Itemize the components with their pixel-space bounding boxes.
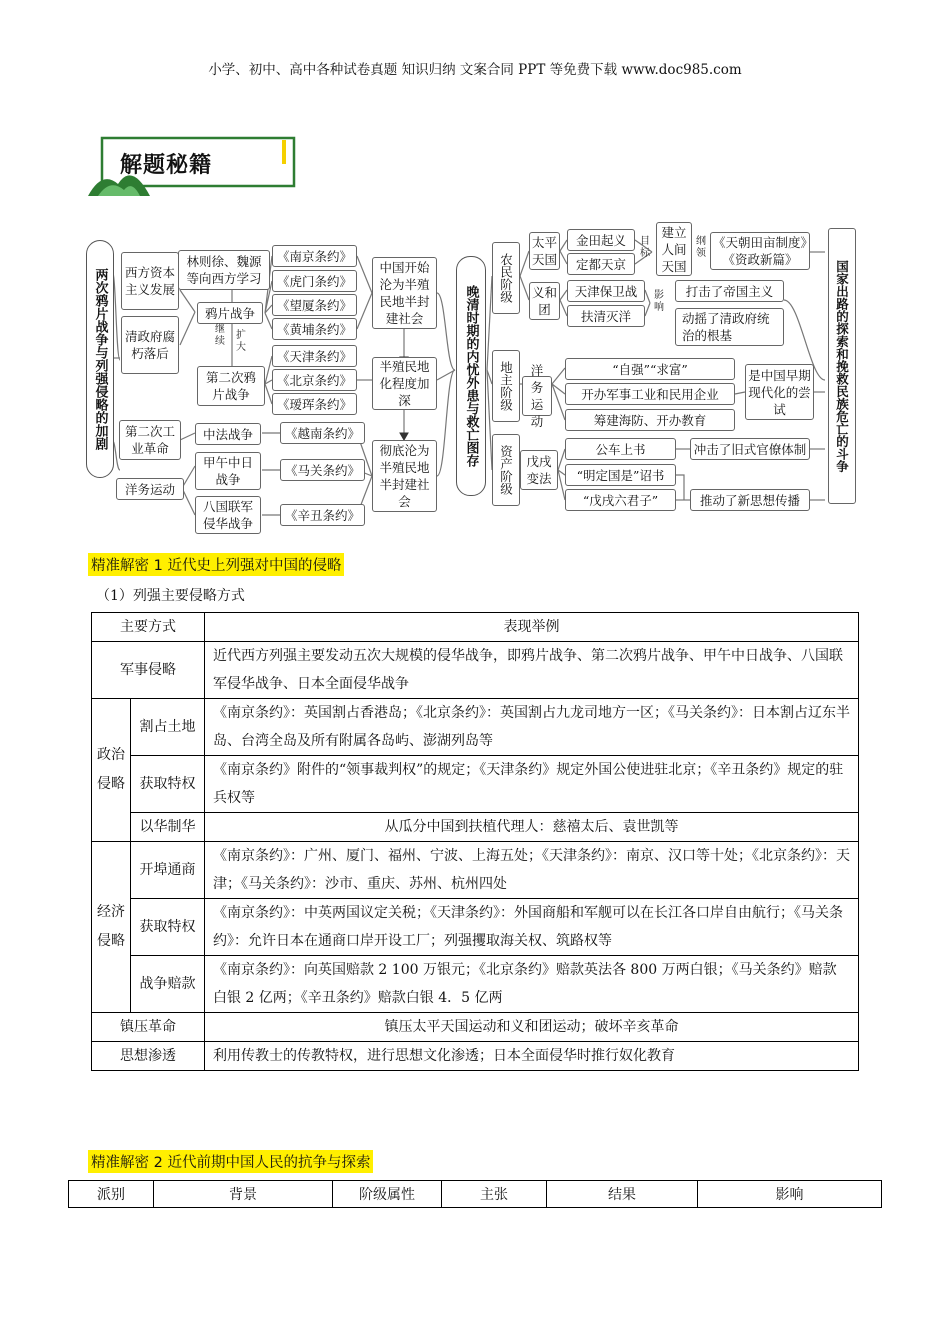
group-label-political: 政治侵略 xyxy=(92,699,131,842)
class-bourgeoisie: 资产阶级 xyxy=(492,434,520,506)
second-opium-war: 第二次鸦片战争 xyxy=(197,366,265,406)
row-label-proxy-rule: 以华制华 xyxy=(131,813,205,842)
program-new-essay: 《资政新篇》 xyxy=(722,252,798,267)
section2-title: 精准解密 2 近代前期中国人民的抗争与探索 xyxy=(88,1150,373,1173)
row-text-military: 近代西方列强主要发动五次大规模的侵华战争，即鸦片战争、第二次鸦片战争、甲午中日战争、八国联军侵华战争、日本全面侵华战争 xyxy=(204,642,858,699)
program-label: 纲领 xyxy=(696,236,706,259)
link-continue: 继续 xyxy=(215,324,225,347)
effect-impact-bureaucracy: 冲击了旧式官僚体制 xyxy=(690,438,810,460)
badge-title: 解题秘籍 xyxy=(120,153,213,178)
self-strengthening-slogan: “自强”“求富” xyxy=(565,358,735,380)
row-text-political-privilege: 《南京条约》附件的“领事裁判权”的规定；《天津条约》规定外国公使进驻北京；《辛丑条约》规定的驻兵权等 xyxy=(204,756,858,813)
row-label-economic-privilege: 获取特权 xyxy=(131,899,205,956)
table-row xyxy=(92,813,859,842)
treaty-aigun: 《瑷珲条约》 xyxy=(272,393,357,415)
header-method: 主要方式 xyxy=(92,613,205,642)
coastal-defense-education: 筹建海防、开办教育 xyxy=(565,409,735,431)
class-landlord: 地主阶级 xyxy=(492,350,520,422)
effect-shake-qing-rule: 动摇了清政府统治的根基 xyxy=(675,308,784,346)
boxer-movement: 义和团 xyxy=(529,282,560,320)
cause-second-industrial-revolution: 第二次工业革命 xyxy=(119,420,181,460)
cause-westernization-movement: 洋务运动 xyxy=(116,478,184,500)
header-influence: 影响 xyxy=(698,1181,882,1208)
six-gentlemen: “戊戌六君子” xyxy=(565,489,676,511)
tianjin-defense: 天津保卫战 xyxy=(567,280,645,302)
row-label-open-ports: 开埠通商 xyxy=(131,842,205,899)
row-text-cede-land: 《南京条约》：英国割占香港岛；《北京条约》：英国割占九龙司地方一区；《马关条约》：日本割占辽东半岛、台湾全岛及所有附属各岛屿、澎湖列岛等 xyxy=(204,699,858,756)
jintian-uprising: 金田起义 xyxy=(567,229,635,251)
sino-japanese-war: 甲午中日战争 xyxy=(195,452,261,490)
treaty-humen: 《虎门条约》 xyxy=(272,270,357,292)
header-background: 背景 xyxy=(154,1181,333,1208)
stage-begin-semicolonial: 中国开始沦为半殖民地半封建社会 xyxy=(372,257,437,329)
table-header-row xyxy=(69,1181,882,1208)
military-civil-industry: 开办军事工业和民用企业 xyxy=(565,383,735,405)
header-examples: 表现举例 xyxy=(204,613,858,642)
section1-subtitle: （1）列强主要侵略方式 xyxy=(96,588,245,604)
opium-war: 鸦片战争 xyxy=(197,302,263,324)
treaty-huangpu: 《黄埔条约》 xyxy=(272,318,357,340)
treaty-vietnam: 《越南条约》 xyxy=(280,422,365,444)
support-qing-destroy-foreign: 扶清灭洋 xyxy=(567,305,645,327)
section1-title: 精准解密 1 近代史上列强对中国的侵略 xyxy=(88,553,344,576)
row-text-open-ports: 《南京条约》：广州、厦门、福州、宁波、上海五处；《天津条约》：南京、汉口等十处；《北京条约》：天津；《马关条约》：沙市、重庆、苏州、杭州四处 xyxy=(204,842,858,899)
sino-french-war: 中法战争 xyxy=(195,423,261,445)
cause-qing-decay: 清政府腐朽落后 xyxy=(121,316,179,374)
westernization-movement: 洋务运动 xyxy=(522,376,552,416)
effect-spread-new-ideas: 推动了新思想传播 xyxy=(690,489,810,511)
lin-zexu-wei-yuan: 林则徐、魏源等向西方学习 xyxy=(178,250,270,290)
row-label-indemnity: 战争赔款 xyxy=(131,956,205,1013)
row-text-economic-privilege: 《南京条约》：中英两国议定关税；《天津条约》：外国商船和军舰可以在长江各口岸自由航行；《马关条约》：允许日本在通商口岸开设工厂；列强攫取海关权、筑路权等 xyxy=(204,899,858,956)
row-label-military: 军事侵略 xyxy=(92,642,205,699)
table-row xyxy=(92,842,859,899)
treaty-beijing: 《北京条约》 xyxy=(272,369,357,391)
table-row xyxy=(92,1042,859,1071)
link-expand: 扩大 xyxy=(236,330,246,353)
row-text-ideology: 利用传教士的传教特权，进行思想文化渗透；日本全面侵华时推行奴化教育 xyxy=(204,1042,858,1071)
mindmap-left-root: 两次鸦片战争与列强侵略的加剧 xyxy=(86,240,114,478)
row-label-cede-land: 割占土地 xyxy=(131,699,205,756)
row-label-political-privilege: 获取特权 xyxy=(131,756,205,813)
cause-western-capitalism: 西方资本主义发展 xyxy=(121,252,179,310)
table-row xyxy=(92,1013,859,1042)
goal-label: 目标 xyxy=(640,236,650,259)
mindmap-center-root: 晚清时期的内忧外患与救亡图存 xyxy=(456,256,486,496)
treaty-wangxia: 《望厦条约》 xyxy=(272,294,357,316)
effect-strike-imperialism: 打击了帝国主义 xyxy=(675,280,784,302)
resistance-table xyxy=(68,1180,882,1208)
stage-complete-semicolonial: 彻底沦为半殖民地半封建社会 xyxy=(372,440,437,512)
influence-label: 影响 xyxy=(654,290,664,313)
taiping-heavenly-kingdom: 太平天国 xyxy=(529,232,560,270)
row-text-proxy-rule: 从瓜分中国到扶植代理人：慈禧太后、袁世凯等 xyxy=(204,813,858,842)
invasion-methods-table xyxy=(91,612,859,1071)
header-faction: 派别 xyxy=(69,1181,154,1208)
header-result: 结果 xyxy=(547,1181,698,1208)
eight-nation-alliance-war: 八国联军侵华战争 xyxy=(195,496,261,534)
gongche-shangshu: 公车上书 xyxy=(565,438,676,460)
treaty-nanjing: 《南京条约》 xyxy=(272,245,357,267)
early-modernization-attempt: 是中国早期现代化的尝试 xyxy=(745,364,814,420)
mindmap-right-root: 国家出路的探索和挽救民族危亡的斗争 xyxy=(828,228,856,504)
row-text-indemnity: 《南京条约》：向英国赔款 2 100 万银元；《北京条约》赔款英法各 800 万两白银；《马关条约》赔款白银 2 亿两；《辛丑条约》赔款白银 4．5 亿两 xyxy=(204,956,858,1013)
treaty-boxer-protocol: 《辛丑条约》 xyxy=(280,504,365,526)
group-label-economic: 经济侵略 xyxy=(92,842,131,1013)
taiping-programs xyxy=(710,232,814,270)
class-peasant: 农民阶级 xyxy=(492,242,520,314)
row-label-suppress: 镇压革命 xyxy=(92,1013,205,1042)
table-row xyxy=(92,956,859,1013)
treaty-tianjin: 《天津条约》 xyxy=(272,345,357,367)
program-land-system: 《天朝田亩制度》 xyxy=(713,235,814,250)
table-row xyxy=(92,642,859,699)
treaty-shimonoseki: 《马关条约》 xyxy=(280,459,365,481)
stage-deepening: 半殖民地化程度加深 xyxy=(372,357,437,410)
mingding-guoshi-edict: “明定国是”诏书 xyxy=(565,464,676,486)
row-label-ideology: 思想渗透 xyxy=(92,1042,205,1071)
capital-tianjing: 定都天京 xyxy=(567,253,635,275)
table-row xyxy=(92,899,859,956)
row-text-suppress: 镇压太平天国运动和义和团运动；破坏辛亥革命 xyxy=(204,1013,858,1042)
table-row xyxy=(92,699,859,756)
page-header: 小学、初中、高中各种试卷真题 知识归纳 文案合同 PPT 等免费下载 www.doc985.com xyxy=(208,62,742,78)
hundred-days-reform: 戊戌变法 xyxy=(520,450,558,490)
table-header-row xyxy=(92,613,859,642)
header-class: 阶级属性 xyxy=(333,1181,442,1208)
goal-heavenly-kingdom-on-earth: 建立人间天国 xyxy=(656,222,692,276)
header-proposal: 主张 xyxy=(442,1181,547,1208)
table-row xyxy=(92,756,859,813)
